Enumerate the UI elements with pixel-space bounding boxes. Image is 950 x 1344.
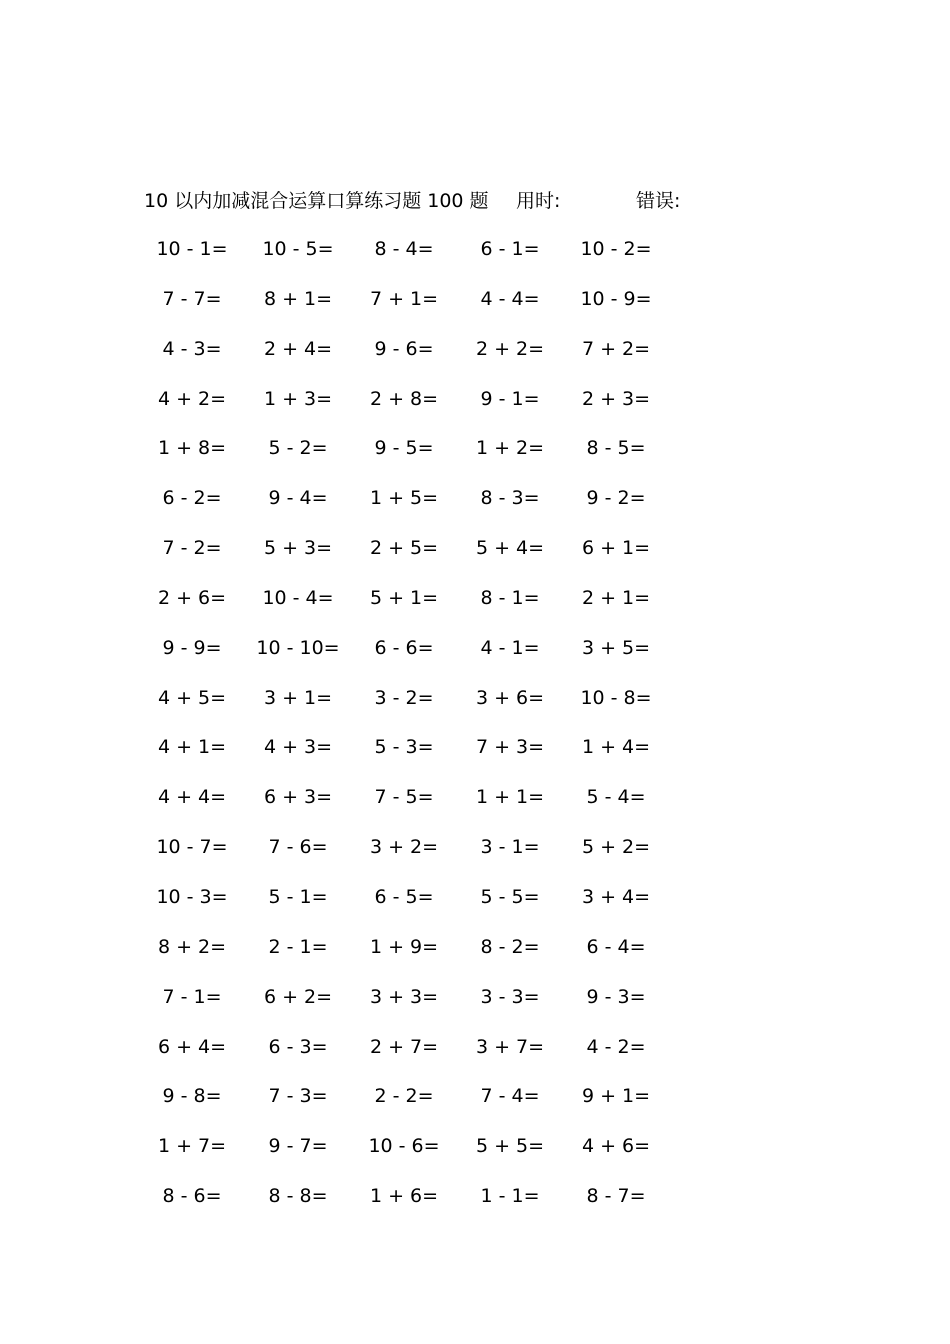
problem-row (140, 383, 700, 433)
problem-item: 10 - 10= (256, 636, 340, 659)
problem-item: 3 - 3= (480, 985, 540, 1008)
problem-item: 7 + 1= (369, 287, 439, 310)
problem-item: 3 - 2= (374, 686, 434, 709)
problem-row (140, 981, 700, 1031)
problem-item: 7 - 7= (162, 287, 222, 310)
problem-row (140, 1180, 700, 1230)
problem-item: 3 + 7= (475, 1035, 545, 1058)
problem-item: 7 + 3= (475, 736, 545, 759)
problem-item: 8 - 1= (480, 586, 540, 609)
problem-item: 3 + 2= (369, 836, 439, 859)
problem-row (140, 233, 700, 283)
problem-item: 9 - 4= (268, 487, 328, 510)
problem-item: 6 - 5= (374, 885, 434, 908)
problem-item: 1 + 7= (157, 1135, 227, 1158)
problem-item: 10 - 3= (156, 885, 228, 908)
problem-item: 6 + 4= (157, 1035, 227, 1058)
problem-item: 5 + 5= (475, 1135, 545, 1158)
problem-item: 8 - 4= (374, 238, 434, 260)
problem-item: 10 - 5= (262, 238, 334, 260)
problem-item: 6 + 1= (581, 537, 651, 560)
problem-item: 5 + 3= (263, 537, 333, 560)
time-used-label: 用时: (516, 190, 561, 212)
problem-item: 4 + 5= (157, 686, 227, 709)
problem-item: 10 - 2= (580, 238, 652, 260)
worksheet-title: 10 以内加减混合运算口算练习题 100 题 (144, 190, 489, 212)
problem-item: 1 + 8= (157, 437, 227, 460)
problem-item: 6 - 3= (268, 1035, 328, 1058)
problem-item: 8 - 8= (268, 1185, 328, 1208)
problem-item: 9 - 8= (162, 1085, 222, 1108)
problem-item: 9 + 1= (581, 1085, 651, 1108)
problem-item: 2 - 1= (268, 935, 328, 958)
problem-item: 8 - 6= (162, 1185, 222, 1208)
problem-item: 10 - 8= (580, 686, 652, 709)
problem-item: 9 - 7= (268, 1135, 328, 1158)
problem-item: 7 - 3= (268, 1085, 328, 1108)
problem-row (140, 582, 700, 632)
problem-item: 8 + 1= (263, 287, 333, 310)
worksheet-header (144, 186, 844, 216)
problem-item: 10 - 9= (580, 287, 652, 310)
problem-item: 2 - 2= (374, 1085, 434, 1108)
problem-item: 4 - 1= (480, 636, 540, 659)
problem-item: 2 + 6= (157, 586, 227, 609)
problem-row (140, 682, 700, 732)
problem-item: 3 + 4= (581, 885, 651, 908)
problem-item: 5 - 2= (268, 437, 328, 460)
problem-item: 1 + 6= (369, 1185, 439, 1208)
problem-item: 6 + 2= (263, 985, 333, 1008)
problem-item: 2 + 8= (369, 387, 439, 410)
problem-row (140, 731, 700, 781)
problem-item: 9 - 6= (374, 337, 434, 360)
problem-item: 2 + 4= (263, 337, 333, 360)
problem-item: 5 - 3= (374, 736, 434, 759)
problem-item: 9 - 1= (480, 387, 540, 410)
problem-row (140, 632, 700, 682)
problem-item: 9 - 9= (162, 636, 222, 659)
problem-item: 6 - 4= (586, 935, 646, 958)
problem-item: 10 - 7= (156, 836, 228, 859)
problem-item: 8 - 2= (480, 935, 540, 958)
problem-item: 4 + 1= (157, 736, 227, 759)
problem-item: 4 - 2= (586, 1035, 646, 1058)
problem-item: 4 + 2= (157, 387, 227, 410)
problem-item: 2 + 1= (581, 586, 651, 609)
problem-item: 4 + 4= (157, 786, 227, 809)
errors-label: 错误: (636, 190, 681, 212)
problem-grid (140, 233, 700, 1230)
problem-item: 2 + 7= (369, 1035, 439, 1058)
problem-item: 1 + 2= (475, 437, 545, 460)
problem-item: 10 - 1= (156, 238, 228, 260)
problem-row (140, 333, 700, 383)
problem-item: 2 + 2= (475, 337, 545, 360)
problem-item: 8 - 7= (586, 1185, 646, 1208)
problem-item: 6 - 2= (162, 487, 222, 510)
problem-item: 4 + 3= (263, 736, 333, 759)
problem-item: 3 - 1= (480, 836, 540, 859)
problem-item: 3 + 6= (475, 686, 545, 709)
problem-row (140, 781, 700, 831)
problem-item: 1 - 1= (480, 1185, 540, 1208)
problem-item: 8 + 2= (157, 935, 227, 958)
problem-item: 3 + 5= (581, 636, 651, 659)
problem-item: 5 - 4= (586, 786, 646, 809)
problem-item: 6 + 3= (263, 786, 333, 809)
problem-item: 1 + 1= (475, 786, 545, 809)
problem-item: 10 - 4= (262, 586, 334, 609)
problem-item: 8 - 3= (480, 487, 540, 510)
problem-item: 9 - 2= (586, 487, 646, 510)
problem-row (140, 432, 700, 482)
problem-item: 7 - 2= (162, 537, 222, 560)
problem-item: 7 - 5= (374, 786, 434, 809)
problem-item: 5 - 1= (268, 885, 328, 908)
problem-row (140, 1080, 700, 1130)
problem-item: 7 - 1= (162, 985, 222, 1008)
problem-item: 6 - 1= (480, 238, 540, 260)
problem-item: 8 - 5= (586, 437, 646, 460)
problem-item: 7 + 2= (581, 337, 651, 360)
problem-item: 5 - 5= (480, 885, 540, 908)
problem-item: 7 - 6= (268, 836, 328, 859)
problem-item: 3 + 3= (369, 985, 439, 1008)
problem-item: 1 + 9= (369, 935, 439, 958)
problem-row (140, 482, 700, 532)
problem-item: 1 + 4= (581, 736, 651, 759)
problem-item: 9 - 5= (374, 437, 434, 460)
problem-item: 9 - 3= (586, 985, 646, 1008)
problem-item: 4 + 6= (581, 1135, 651, 1158)
problem-item: 7 - 4= (480, 1085, 540, 1108)
problem-item: 1 + 5= (369, 487, 439, 510)
problem-row (140, 1130, 700, 1180)
problem-item: 2 + 3= (581, 387, 651, 410)
problem-row (140, 831, 700, 881)
problem-item: 5 + 4= (475, 537, 545, 560)
problem-item: 6 - 6= (374, 636, 434, 659)
problem-row (140, 881, 700, 931)
problem-item: 5 + 2= (581, 836, 651, 859)
problem-row (140, 1031, 700, 1081)
problem-row (140, 283, 700, 333)
problem-item: 3 + 1= (263, 686, 333, 709)
problem-item: 10 - 6= (368, 1135, 440, 1158)
problem-item: 2 + 5= (369, 537, 439, 560)
problem-row (140, 532, 700, 582)
problem-row (140, 931, 700, 981)
problem-item: 4 - 4= (480, 287, 540, 310)
problem-item: 4 - 3= (162, 337, 222, 360)
problem-item: 1 + 3= (263, 387, 333, 410)
problem-item: 5 + 1= (369, 586, 439, 609)
